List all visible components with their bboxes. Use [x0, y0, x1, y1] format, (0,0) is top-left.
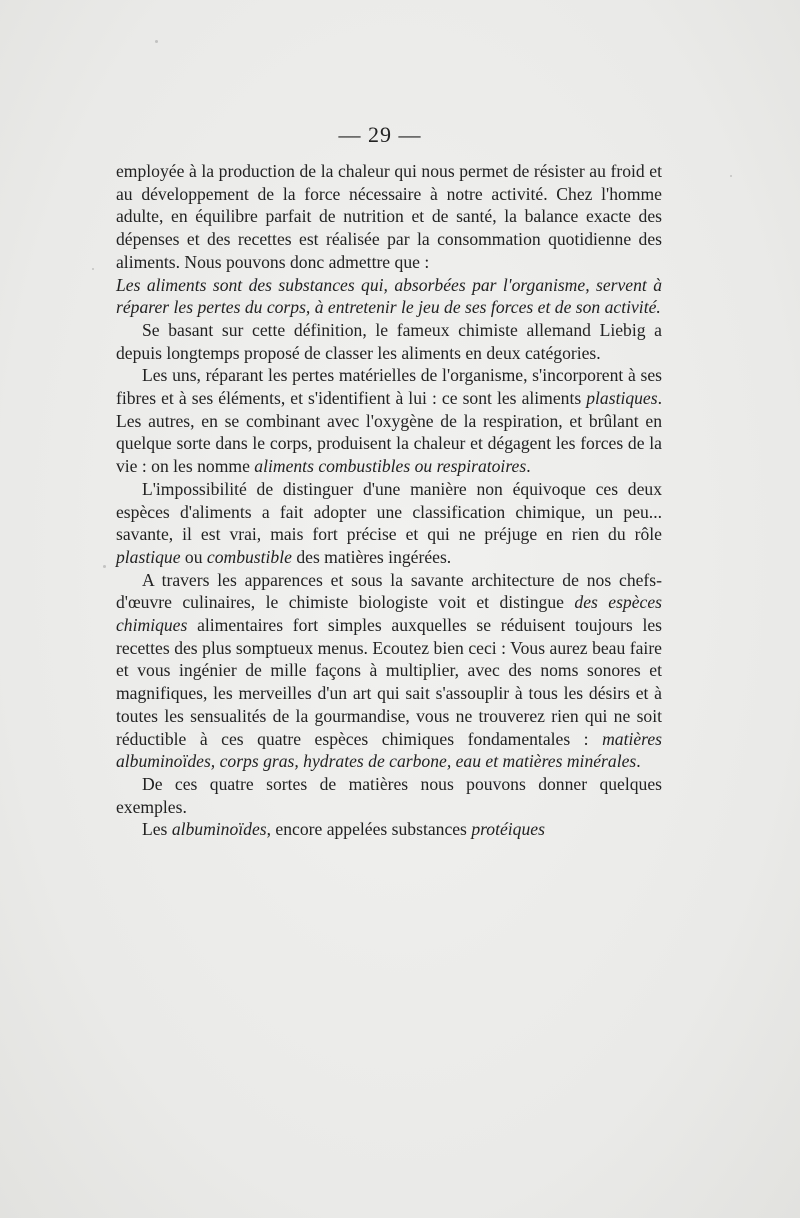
paragraph-5 [116, 478, 662, 569]
print-speck [155, 40, 158, 43]
text-run: . [636, 751, 641, 772]
paragraph-1 [116, 160, 662, 274]
text-run: alimentaires fort simples auxquelles se réduisent toujours les recettes des plus somptueux menus. Ecoutez bien ceci : Vous aurez beau faire et vous ingénier de mille façons à multiplier, avec des noms sonores et magnifiques, les merveilles d'un art qui sait s'assouplir à tous les désirs et à toutes les sensualités de la gourmandise, vous ne trouverez rien qui ne soit réductible à ces quatre espèces chimiques fondamentales : [116, 615, 662, 749]
paragraph-7 [116, 773, 662, 818]
text-run: De ces quatre sortes de matières nous pouvons donner quelques exemples. [116, 773, 662, 817]
italic-text: plastique [116, 546, 181, 567]
text-run: des matières ingérées. [291, 546, 452, 567]
italic-text: aliments combustibles ou respiratoires [254, 456, 527, 477]
text-run: , encore appelées substances [266, 819, 472, 840]
italic-text: protéiques [471, 819, 545, 840]
page-number: — 29 — [338, 122, 422, 147]
italic-text: combustible [206, 546, 292, 567]
italic-text: albuminoïdes [171, 819, 267, 840]
text-run: Les uns, réparant les pertes matérielles de l'organisme, s'incorporent à ses fibres et à ses éléments, et s'identifient à lui : ce sont les aliments [116, 365, 662, 409]
paragraph-8 [116, 818, 662, 841]
text-run: employée à la production de la chaleur qui nous permet de résister au froid et au développement de la force nécessaire à notre activité. Chez l'homme adulte, en équilibre parfait de nutrition et de santé, la balance exacte des dépenses et des recettes est réalisée par la consommation quotidienne des aliments. Nous pouvons donc admettre que : [116, 161, 662, 272]
paragraph-4 [116, 364, 662, 478]
body-text [116, 160, 662, 841]
text-run: . Les autres, en se combinant avec l'oxygène de la respiration, et brûlant en quelque sorte dans le corps, produisent la chaleur et dégagent les forces de la vie : on les nomme [116, 388, 662, 477]
italic-text: Les aliments sont des substances qui, absorbées par l'organisme, servent à réparer les pertes du corps, à entretenir le jeu de ses forces et de son activité. [116, 274, 662, 318]
print-speck [92, 268, 94, 270]
italic-text: des espèces chimiques [116, 592, 662, 636]
text-run: ou [180, 546, 207, 567]
paragraph-2-definition [116, 274, 662, 319]
text-run: Les [142, 819, 172, 840]
paragraph-6 [116, 569, 662, 773]
print-speck [730, 175, 732, 177]
text-run: Se basant sur cette définition, le fameux chimiste allemand Liebig a depuis longtemps proposé de classer les aliments en deux catégories. [116, 319, 662, 363]
italic-text: plastiques [586, 388, 658, 409]
paragraph-3 [116, 319, 662, 364]
text-run: . [526, 456, 531, 477]
text-run: L'impossibilité de distinguer d'une manière non équivoque ces deux espèces d'aliments a fait adopter une classification chimique, un peu... savante, il est vrai, mais fort précise et qui ne préjuge en rien du rôle [116, 478, 662, 545]
text-run: A travers les apparences et sous la savante architecture de nos chefs-d'œuvre culinaires, le chimiste biologiste voit et distingue [116, 569, 662, 613]
print-speck [103, 565, 106, 568]
italic-text: matières albuminoïdes, corps gras, hydrates de carbone, eau et matières minérales [116, 728, 662, 772]
